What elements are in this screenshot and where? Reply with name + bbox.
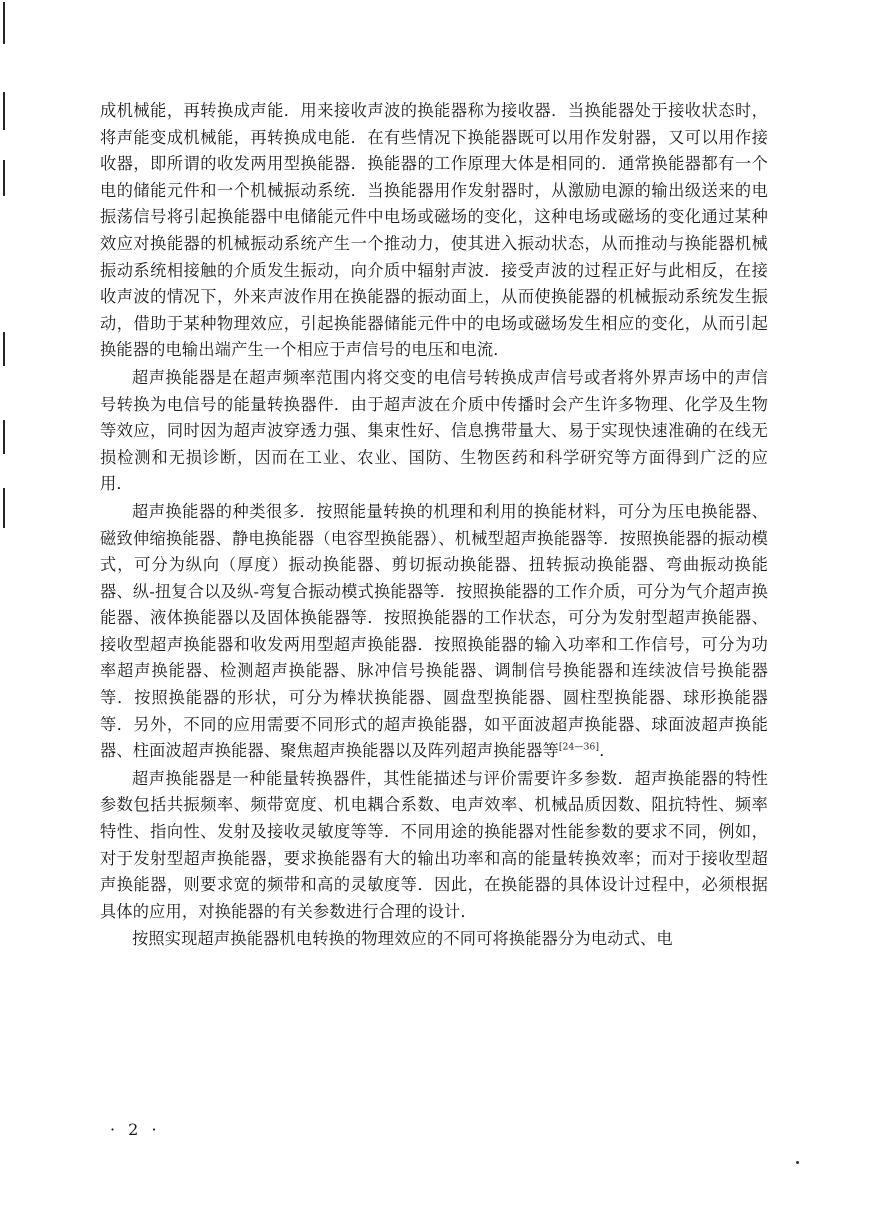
paragraph-4: 超声换能器是一种能量转换器件，其性能描述与评价需要许多参数．超声换能器的特性参数包括共振频率、频带宽度、机电耦合系数、电声效率、机械品质因数、阻抗特性、频率特性、指向性、发射及接收灵敏度等等．不同用途的换能器对性能参数的要求不同，例如，对于发射型超声换能器，要求换能器有大的输出功率和高的能量转换效率；而对于接收型超声换能器，则要求宽的频带和高的灵敏度等．因此，在换能器的具体设计过程中，必须根据具体的应用，对换能器的有关参数进行合理的设计． (100, 768, 768, 921)
paragraph-3-end: ． (599, 741, 616, 761)
scan-edge-mark (3, 2, 5, 44)
scan-speck (796, 1161, 799, 1164)
scan-edge-mark (3, 332, 5, 366)
paragraph-5: 按照实现超声换能器机电转换的物理效应的不同可将换能器分为电动式、电 (132, 929, 673, 949)
body-text (100, 98, 768, 953)
scan-edge-mark (3, 488, 5, 528)
page-number: · 2 · (110, 1120, 161, 1139)
paragraph-3-text: 超声换能器的种类很多．按照能量转换的机理和利用的换能材料，可分为压电换能器、磁致伸缩换能器、静电换能器（电容型换能器）、机械型超声换能器等．按照换能器的振动模式，可分为纵向（厚度）振动换能器、剪切振动换能器、扭转振动换能器、弯曲振动换能器、纵-扭复合以及纵-弯复合振动模式换能器等．按照换能器的工作介质，可分为气介超声换能器、液体换能器以及固体换能器等．按照换能器的工作状态，可分为发射型超声换能器、接收型超声换能器和收发两用型超声换能器．按照换能器的输入功率和工作信号，可分为功率超声换能器、检测超声换能器、脉冲信号换能器、调制信号换能器和连续波信号换能器等．按照换能器的形状，可分为棒状换能器、圆盘型换能器、圆柱型换能器、球形换能器等．另外，不同的应用需要不同形式的超声换能器，如平面波超声换能器、球面波超声换能器、柱面波超声换能器、聚焦超声换能器以及阵列超声换能器等 (100, 501, 768, 761)
scan-edge-mark (3, 92, 5, 130)
citation-ref: [24—36] (558, 742, 600, 753)
scan-edge-mark (3, 160, 5, 196)
paragraph-2: 超声换能器是在超声频率范围内将交变的电信号转换成声信号或者将外界声场中的声信号转换为电信号的能量转换器件．由于超声波在介质中传播时会产生许多物理、化学及生物等效应，同时因为超声波穿透力强、集束性好、信息携带量大、易于实现快速准确的在线无损检测和无损诊断，因而在工业、农业、国防、生物医药和科学研究等方面得到广泛的应用． (100, 367, 768, 494)
paragraph-1: 成机械能，再转换成声能．用来接收声波的换能器称为接收器．当换能器处于接收状态时，将声能变成机械能，再转换成电能．在有些情况下换能器既可以用作发射器，又可以用作接收器，即所谓的收发两用型换能器．换能器的工作原理大体是相同的．通常换能器都有一个电的储能元件和一个机械振动系统．当换能器用作发射器时，从激励电源的输出级送来的电振荡信号将引起换能器中电储能元件中电场或磁场的变化，这种电场或磁场的变化通过某种效应对换能器的机械振动系统产生一个推动力，使其进入振动状态，从而推动与换能器机械振动系统相接触的介质发生振动，向介质中辐射声波．接受声波的过程正好与此相反，在接收声波的情况下，外来声波作用在换能器的振动面上，从而使换能器的机械振动系统发生振动，借助于某种物理效应，引起换能器储能元件中的电场或磁场发生相应的变化，从而引起换能器的电输出端产生一个相应于声信号的电压和电流． (100, 101, 768, 360)
scan-edge-mark (3, 420, 5, 454)
paragraph-3 (100, 499, 768, 765)
